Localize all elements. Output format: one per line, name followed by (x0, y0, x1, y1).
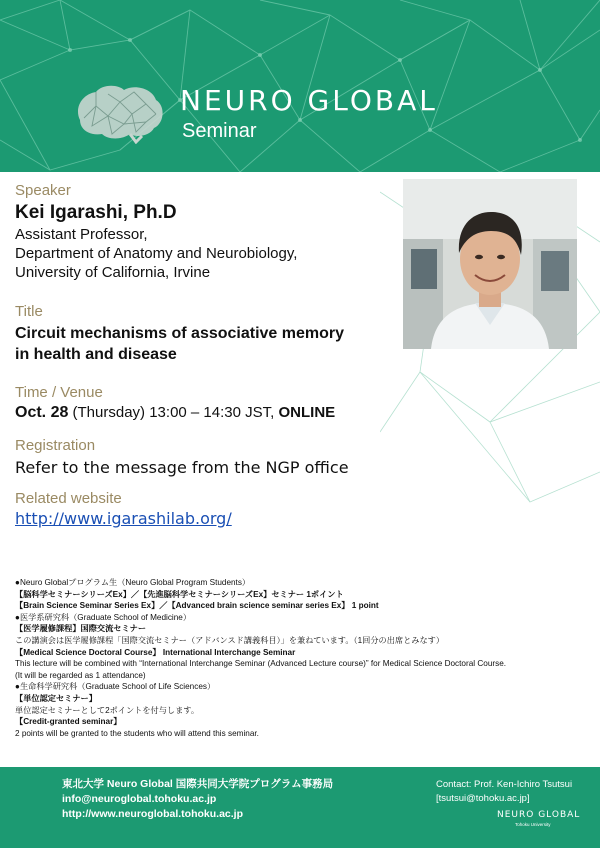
note-line: This lecture will be combined with “International Interchange Seminar (Advanced Lecture course)” for Medical Science Doctoral Course. (15, 659, 507, 669)
event-time: (Thursday) 13:00 – 14:30 JST, (68, 404, 279, 421)
speaker-position: Assistant Professor, (15, 226, 148, 243)
office-website[interactable]: http://www.neuroglobal.tohoku.ac.jp (62, 808, 244, 820)
talk-title-line2: in health and disease (15, 346, 177, 363)
note-line: 単位認定セミナーとして2ポイントを付与します。 (15, 705, 200, 715)
note-line: 【Credit-granted seminar】 (15, 717, 122, 727)
credit-notes (15, 577, 506, 739)
registration-text: Refer to the message from the NGP office (15, 458, 349, 477)
header-banner (0, 0, 600, 172)
note-line: 2 points will be granted to the students who will attend this seminar. (15, 728, 259, 738)
speaker-name: Kei Igarashi, Ph.D (15, 202, 177, 223)
note-line: ●Neuro Globalプログラム生（Neuro Global Program Students） (15, 578, 251, 587)
office-name: 東北大学 Neuro Global 国際共同大学院プログラム事務局 (62, 778, 334, 790)
note-line: この講演会は医学履修課程「国際交流セミナー（アドバンスド講義科目）」を兼ねています。（1回分の出席とみなす） (15, 635, 445, 645)
brand-title: NEURO GLOBAL (180, 84, 438, 117)
note-line: ●生命科学研究科（Graduate School of Life Sciences） (15, 682, 216, 692)
contact-email[interactable]: [tsutsui@tohoku.ac.jp] (436, 793, 530, 804)
footer-contact (436, 778, 572, 806)
note-line: 【脳科学セミナーシリーズEx】／【先進脳科学セミナーシリーズEx】セミナー 1ポイント (15, 589, 344, 599)
note-line: (It will be regarded as 1 attendance) (15, 670, 146, 680)
note-line: 【医学履修課程】国際交流セミナー (15, 624, 147, 634)
speaker-portrait-icon (403, 179, 577, 349)
brain-logo-icon (72, 82, 166, 144)
time-venue-label: Time / Venue (15, 384, 103, 401)
footer-logo: NEURO GLOBAL (497, 810, 581, 820)
note-line: 【単位認定セミナー】 (15, 693, 97, 703)
website-label: Related website (15, 490, 122, 507)
contact-name: Contact: Prof. Ken-Ichiro Tsutsui (436, 779, 573, 790)
office-email[interactable]: info@neuroglobal.tohoku.ac.jp (62, 793, 217, 805)
note-line: 【Brain Science Seminar Series Ex】／【Advanced brain science seminar series Ex】 1 point (15, 601, 379, 611)
note-line: 【Medical Science Doctoral Course】 International Interchange Seminar (15, 647, 296, 657)
event-venue: ONLINE (278, 404, 336, 421)
speaker-university: University of California, Irvine (15, 264, 211, 281)
brand-subtitle: Seminar (182, 120, 257, 142)
footer-logo-sub: Tohoku University (515, 822, 551, 827)
speaker-photo (403, 179, 577, 349)
title-label: Title (15, 303, 43, 320)
speaker-department: Department of Anatomy and Neurobiology, (15, 245, 298, 262)
time-venue-line (15, 404, 335, 422)
footer (0, 767, 600, 848)
note-line: ●医学系研究科（Graduate School of Medicine） (15, 612, 192, 622)
website-link[interactable]: http://www.igarashilab.org/ (15, 509, 232, 528)
talk-title (15, 323, 395, 365)
talk-title-line1: Circuit mechanisms of associative memory (15, 325, 345, 342)
speaker-label: Speaker (15, 182, 71, 199)
footer-office-info (62, 777, 333, 822)
event-date: Oct. 28 (15, 404, 69, 421)
registration-label: Registration (15, 437, 96, 454)
